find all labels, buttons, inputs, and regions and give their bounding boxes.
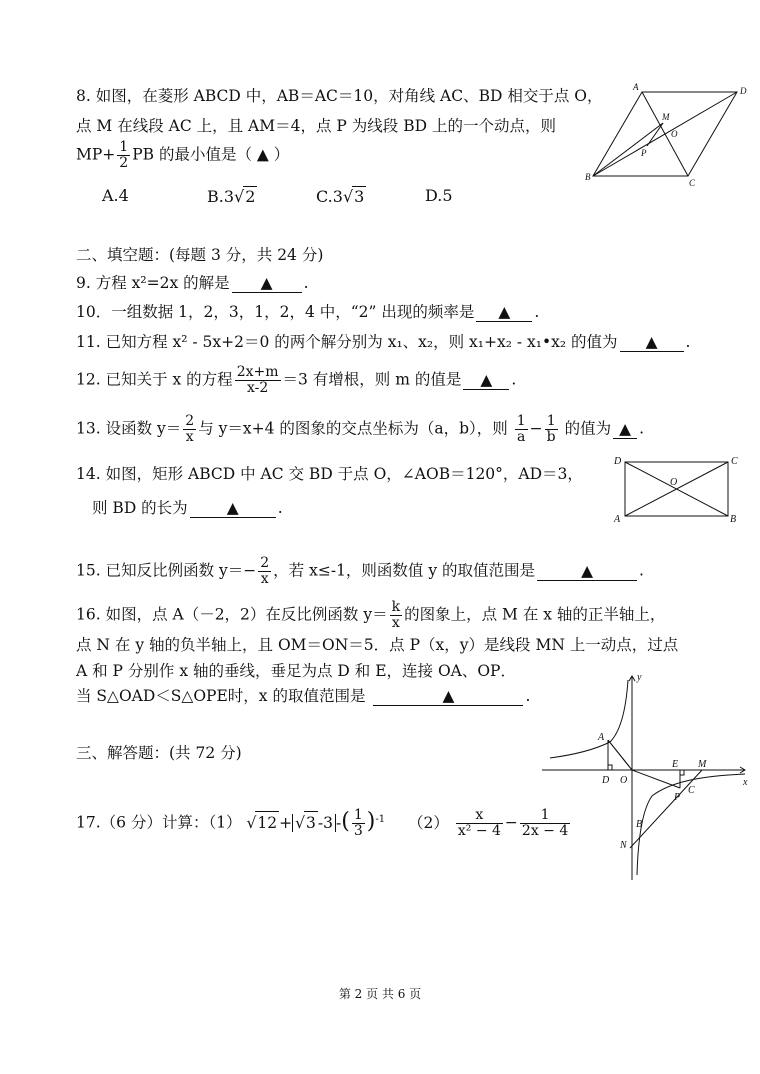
q8-line3	[76, 140, 289, 171]
q17-frac-x	[456, 808, 503, 839]
q8-frac-den: 2	[119, 155, 129, 171]
q8-option-a	[102, 186, 129, 205]
label-n: N	[620, 840, 627, 851]
q9	[76, 272, 309, 294]
label-p: P	[641, 148, 647, 158]
q9-suffix: .	[303, 274, 309, 292]
label-m: M	[662, 112, 670, 122]
label-e: E	[672, 759, 679, 770]
q11-suffix: .	[685, 333, 691, 351]
q8-option-b-rad: 2	[245, 187, 256, 206]
q11	[76, 331, 690, 353]
q8-option-c: C.3√3	[316, 187, 365, 206]
q16-blank[interactable]: ▲	[373, 687, 523, 706]
q12-fraction	[235, 365, 281, 396]
rhombus-figure	[585, 80, 755, 190]
q15-frac-num: 2	[260, 555, 270, 571]
q17-text: 17.（6 分）计算：（1）	[76, 813, 242, 832]
q8-frac-num: 1	[119, 139, 129, 155]
q14-line2	[76, 497, 283, 519]
q17-frac-num: 1	[353, 807, 363, 823]
q12	[76, 365, 516, 396]
q15-frac-den: x	[260, 571, 269, 587]
label-y: y	[637, 672, 642, 683]
q9-text: 9. 方程 x²=2x 的解是	[76, 274, 230, 292]
q8-option-d-label: D.5	[425, 186, 453, 205]
q8-option-a-label: A.4	[102, 186, 129, 205]
q17	[76, 808, 572, 839]
q17-minus3: -3	[317, 813, 333, 832]
label-a: A	[633, 82, 639, 92]
q16-suffix: .	[525, 687, 531, 705]
q16-line1	[76, 600, 665, 631]
q15-text: 15. 已知反比例函数 y＝−	[76, 561, 257, 580]
right-angle-e	[680, 770, 684, 775]
q16-text: 16. 如图，点 A（－2，2）在反比例函数 y＝	[76, 605, 388, 624]
q15	[76, 556, 644, 587]
q13-mid: 与 y＝x+4 的图象的交点坐标为（a，b），则	[198, 419, 508, 438]
q12-frac-den: x-2	[246, 380, 269, 396]
q17-f1-num: 1	[520, 808, 570, 824]
q13-fa-den: a	[517, 429, 526, 445]
label-a: A	[614, 514, 621, 525]
q13-fb-den: b	[546, 429, 556, 445]
q10-blank[interactable]: ▲	[476, 303, 532, 322]
q15-blank[interactable]: ▲	[537, 562, 637, 581]
q11-text: 11. 已知方程 x² - 5x+2＝0 的两个解分别为 x₁、x₂，则 x₁+x₂ - x₁•x₂ 的值为	[76, 333, 618, 351]
label-o: O	[670, 477, 678, 488]
q8-option-b-label: B.3	[207, 187, 235, 206]
q13-fraction	[183, 414, 196, 445]
q13-blank[interactable]: ▲	[613, 420, 637, 439]
label-c: C	[731, 456, 738, 467]
label-b: B	[730, 514, 737, 525]
q12-text: 12. 已知关于 x 的方程	[76, 370, 233, 389]
label-d: D	[740, 86, 747, 96]
q12-mid: ＝3 有增根，则 m 的值是	[282, 370, 462, 389]
q9-blank[interactable]: ▲	[232, 274, 302, 293]
q13-frac-b	[545, 414, 558, 445]
q8-option-c-label: C.3	[316, 187, 343, 206]
section-3-heading: 三、解答题：(共 72 分)	[76, 744, 242, 762]
rectangle-figure	[610, 450, 750, 528]
q17-exponent: -1	[375, 813, 386, 825]
q10-text: 10．一组数据 1，2，3，1，2，4 中，“2” 出现的频率是	[76, 303, 475, 321]
label-o: O	[620, 775, 628, 786]
q11-blank[interactable]: ▲	[620, 333, 684, 352]
q17-expr1: √12 + √3 -3 -( $\frac{1}{3}$ )$^{-1}$	[246, 807, 386, 839]
q17-part2: （2）	[408, 813, 449, 832]
label-x: x	[743, 777, 748, 788]
q13-fb-num: 1	[545, 414, 558, 430]
label-c: C	[688, 785, 695, 796]
label-o: O	[671, 129, 678, 139]
q17-frac-den: 3	[353, 823, 363, 839]
q13-minus: −	[529, 419, 543, 438]
q8-fraction	[117, 140, 130, 171]
q13-suffix: .	[639, 419, 645, 438]
segment-mp	[647, 123, 663, 146]
q17-abs: √3 -3	[292, 814, 336, 832]
q17-fx-den: x² − 4	[457, 823, 501, 839]
q8-option-b: B.3√2	[207, 187, 256, 206]
q13	[76, 414, 644, 445]
q17-plus: +	[279, 813, 293, 832]
q17-fraction	[352, 808, 365, 839]
q13-frac-a	[515, 414, 528, 445]
label-d: D	[614, 456, 622, 467]
q13-text: 13. 设函数 y＝	[76, 419, 182, 438]
q12-frac-num: 2x+m	[236, 364, 279, 380]
q16-fraction	[390, 600, 402, 631]
label-m: M	[698, 759, 707, 770]
q16-line3: A 和 P 分别作 x 轴的垂线，垂足为点 D 和 E，连接 OA、OP．	[76, 662, 516, 680]
q16-line2: 点 N 在 y 轴的负半轴上，且 OM＝ON＝5．点 P（x，y）是线段 MN 上一动点，过点	[76, 636, 679, 654]
q15-mid: ，若 x≤-1，则函数值 y 的取值范围是	[273, 561, 536, 580]
curve-upper-left	[550, 680, 628, 758]
q16-frac-den: x	[391, 615, 400, 631]
q16-line4	[76, 685, 530, 707]
q14-suffix: .	[277, 499, 283, 517]
coordinate-figure	[540, 670, 752, 885]
q8-line3-prefix: MP+	[76, 145, 116, 164]
q13-fa-num: 1	[516, 413, 526, 429]
q17-rad1: 12	[255, 811, 279, 834]
q14-text: 则 BD 的长为	[92, 499, 188, 517]
q16-line4-text: 当 S△OAD＜S△OPE时，x 的取值范围是	[76, 687, 366, 705]
q14-blank[interactable]: ▲	[190, 499, 276, 518]
q13-mid2: 的值为	[564, 419, 612, 438]
q8-option-c-rad: 3	[354, 187, 365, 206]
q17-rparen: )	[366, 808, 376, 834]
q17-between: −	[504, 813, 518, 832]
q17-lparen: (	[341, 808, 350, 834]
q14-line1: 14. 如图，矩形 ABCD 中 AC 交 BD 于点 O，∠AOB＝120°，AD＝3，	[76, 465, 583, 483]
q8-option-d	[425, 186, 453, 205]
q17-fx-num: x	[456, 808, 503, 824]
q8-line1: 8. 如图，在菱形 ABCD 中，AB＝AC＝10，对角线 AC、BD 相交于点 O，	[76, 87, 603, 105]
q12-suffix: .	[511, 370, 517, 389]
section-2-heading: 二、填空题：(每题 3 分，共 24 分)	[76, 246, 324, 264]
q17-rad2: 3	[304, 811, 318, 834]
q13-frac-den: x	[185, 429, 194, 445]
q10	[76, 301, 539, 323]
q17-minus: -	[336, 813, 342, 832]
q17-f1-den: 2x − 4	[521, 823, 569, 839]
q16-frac-num: k	[391, 599, 401, 615]
label-p: P	[674, 792, 681, 803]
diagonal-bd	[593, 92, 737, 176]
right-angle-d	[608, 765, 612, 770]
label-c: C	[689, 178, 696, 188]
q8-line3-suffix: PB 的最小值是（ ▲ ）	[132, 145, 290, 164]
q10-suffix: .	[534, 303, 540, 321]
label-d: D	[602, 775, 610, 786]
q12-blank[interactable]: ▲	[463, 371, 509, 390]
label-b: B	[636, 819, 643, 830]
q15-fraction	[258, 556, 271, 587]
page-footer: 第 2 页 共 6 页	[338, 987, 422, 1001]
segment-bm	[593, 123, 663, 176]
label-a: A	[598, 732, 605, 743]
q16-mid: 的图象上，点 M 在 x 轴的正半轴上，	[404, 605, 666, 624]
q8-line2: 点 M 在线段 AC 上，且 AM＝4，点 P 为线段 BD 上的一个动点，则	[76, 117, 556, 135]
label-b: B	[585, 172, 591, 182]
segment-mn	[630, 770, 702, 848]
q13-frac-num: 2	[185, 413, 195, 429]
q15-suffix: .	[639, 561, 644, 580]
segment-op	[632, 770, 680, 788]
